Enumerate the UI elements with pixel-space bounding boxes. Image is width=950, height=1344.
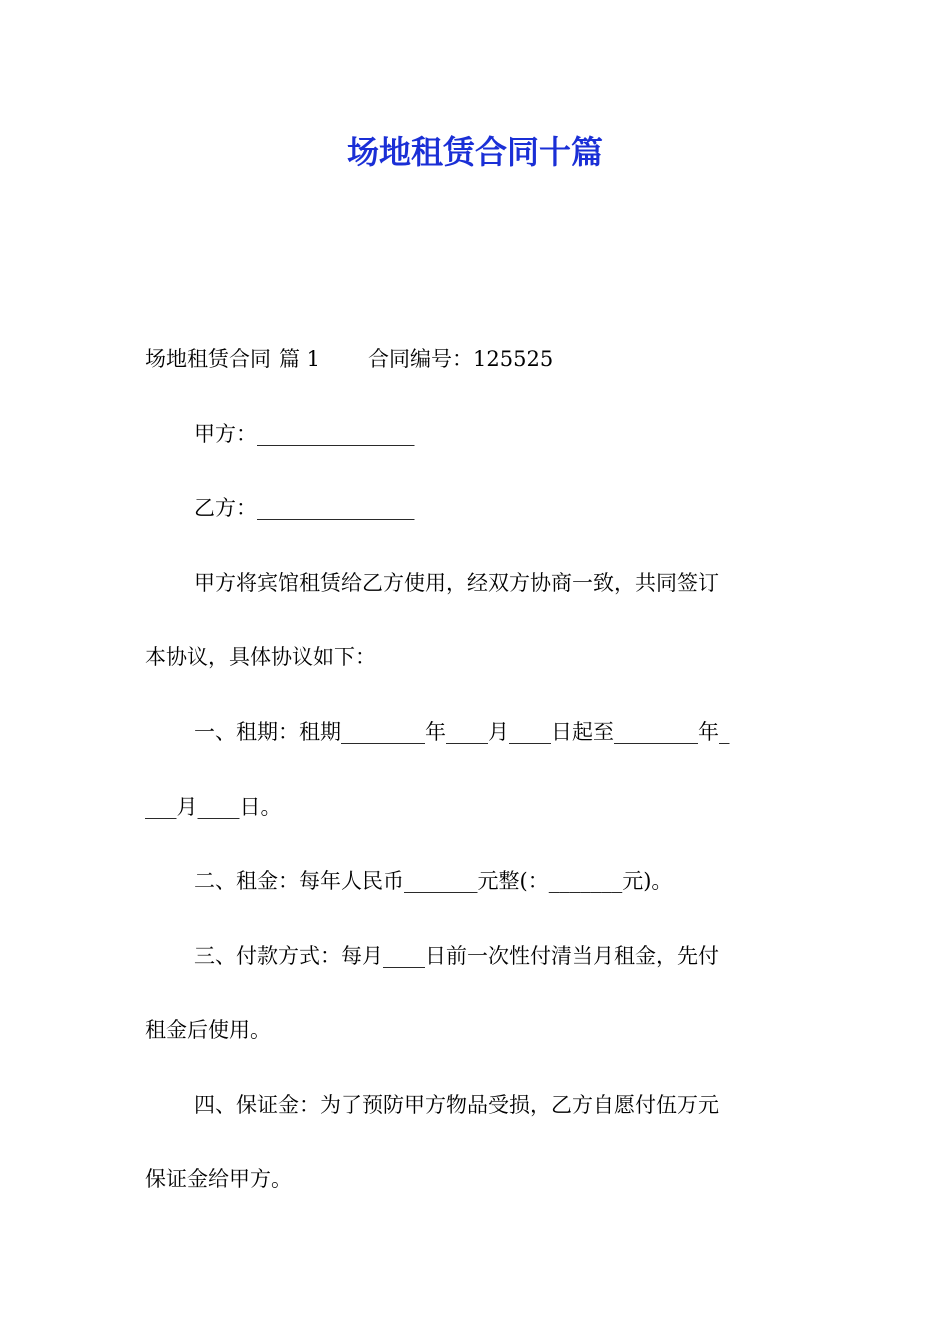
clause-2-line: 二、租金：每年人民币_______元整(：_______元)。 <box>194 869 673 893</box>
clause-3-line-2: 租金后使用。 <box>145 1018 271 1042</box>
party-a-line: 甲方：_______________ <box>194 422 415 446</box>
intro-paragraph-line-1: 甲方将宾馆租赁给乙方使用，经双方协商一致，共同签订 <box>194 571 719 595</box>
clause-3-line-1: 三、付款方式：每月____日前一次性付清当月租金，先付 <box>194 944 719 968</box>
page-title: 场地租赁合同十篇 <box>346 133 603 171</box>
clause-4-line-1: 四、保证金：为了预防甲方物品受损，乙方自愿付伍万元 <box>194 1093 719 1117</box>
contract-number: 合同编号：125525 <box>368 347 554 371</box>
party-b-line: 乙方：_______________ <box>194 496 415 520</box>
section-title: 场地租赁合同 <box>145 347 271 371</box>
part-label: 篇 1 <box>279 347 321 371</box>
intro-paragraph-line-2: 本协议，具体协议如下： <box>145 645 376 669</box>
contract-header-line <box>145 343 810 375</box>
clause-1-line-1: 一、租期：租期________年____月____日起至________年_ <box>194 720 730 744</box>
clause-4-line-2: 保证金给甲方。 <box>145 1167 292 1191</box>
clause-1-line-2: ___月____日。 <box>145 795 282 819</box>
